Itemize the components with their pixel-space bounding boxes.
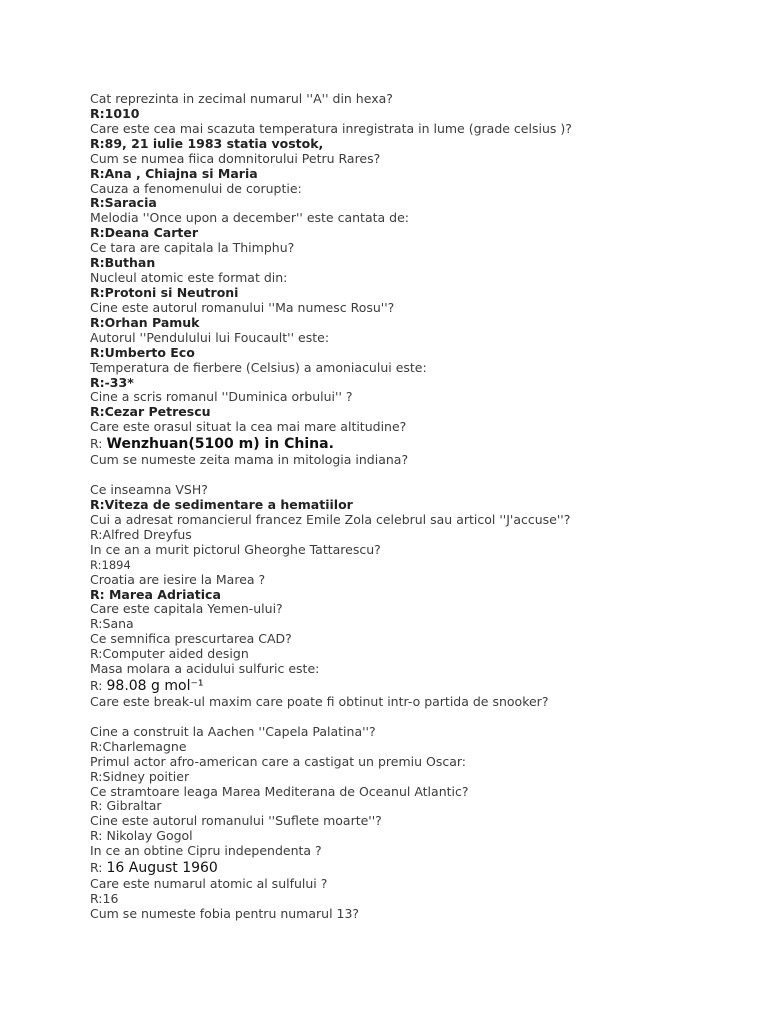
answer-line: R:89, 21 iulie 1983 statia vostok, <box>90 135 324 151</box>
text-line: Care este numarul atomic al sulfului ? <box>90 876 328 892</box>
blank-line <box>90 710 750 725</box>
answer-line: R:Protoni si Neutroni <box>90 284 239 300</box>
text-line: Cine este autorul romanului ''Ma numesc Rosu''? <box>90 299 395 315</box>
text-line: Cauza a fenomenului de coruptie: <box>90 180 302 196</box>
text-line: R:Charlemagne <box>90 738 187 754</box>
text-line: Care este orasul situat la cea mai mare altitudine? <box>90 419 407 435</box>
text-line: R: Nikolay Gogol <box>90 828 193 844</box>
blank-line <box>90 468 750 483</box>
text-line: R:Alfred Dreyfus <box>90 526 192 542</box>
text-line: Ce tara are capitala la Thimphu? <box>90 240 295 256</box>
answer-value: 16 August 1960 <box>106 860 218 877</box>
answer-line: R:Deana Carter <box>90 225 198 241</box>
text-line: Nucleul atomic este format din: <box>90 270 288 286</box>
text-line: Croatia are iesire la Marea ? <box>90 571 266 587</box>
text-line: Cine a construit la Aachen ''Capela Palatina''? <box>90 723 376 739</box>
qa-list <box>90 92 750 922</box>
answer-value: Wenzhuan(5100 m) in China. <box>106 436 334 453</box>
text-line: Ce inseamna VSH? <box>90 482 208 498</box>
answer-line: R:Saracia <box>90 195 157 211</box>
answer-line: R:1894 <box>90 557 131 572</box>
text-line: Ce semnifica prescurtarea CAD? <box>90 631 292 647</box>
text-line: Masa molara a acidului sulfuric este: <box>90 661 320 677</box>
answer-line <box>90 677 750 695</box>
text-line: R:Sidney poitier <box>90 768 190 784</box>
text-line: In ce an a murit pictorul Gheorghe Tattarescu? <box>90 541 381 557</box>
text-line: Primul actor afro-american care a castigat un premiu Oscar: <box>90 753 467 769</box>
answer-line: R:Ana , Chiajna si Maria <box>90 165 258 181</box>
text-line: Cat reprezinta in zecimal numarul ''A'' din hexa? <box>90 91 393 106</box>
text-line: Care este capitala Yemen-ului? <box>90 601 283 617</box>
answer-line <box>90 435 750 453</box>
answer-line: R:-33* <box>90 374 134 390</box>
text-line: Cui a adresat romancierul francez Emile Zola celebrul sau articol ''J'accuse''? <box>90 511 571 527</box>
text-line: Melodia ''Once upon a december'' este cantata de: <box>90 210 409 226</box>
answer-line: R:1010 <box>90 105 140 121</box>
answer-prefix: R: <box>90 436 107 452</box>
text-line: Autorul ''Pendulului lui Foucault'' este: <box>90 329 330 345</box>
answer-line: R:Umberto Eco <box>90 344 195 360</box>
text-line: R:16 <box>90 891 119 907</box>
text-line: Cum se numea fiica domnitorului Petru Rares? <box>90 150 381 166</box>
text-line: Cine este autorul romanului ''Suflete moarte''? <box>90 813 382 829</box>
text-line: R: Gibraltar <box>90 798 162 814</box>
text-line: Cum se numeste zeita mama in mitologia indiana? <box>90 452 409 468</box>
answer-line: R: Marea Adriatica <box>90 586 221 602</box>
answer-line: R:Buthan <box>90 255 156 271</box>
answer-line: R:Orhan Pamuk <box>90 314 200 330</box>
text-line: Temperatura de fierbere (Celsius) a amoniacului este: <box>90 359 427 375</box>
answer-value: 98.08 g mol⁻¹ <box>106 678 204 695</box>
text-line: R:Sana <box>90 616 134 632</box>
text-line: Cum se numeste fobia pentru numarul 13? <box>90 906 360 922</box>
text-line: Cine a scris romanul ''Duminica orbului'' ? <box>90 389 353 405</box>
answer-line: R:Cezar Petrescu <box>90 404 211 420</box>
text-line: R:Computer aided design <box>90 646 249 662</box>
answer-line: R:Viteza de sedimentare a hematiilor <box>90 496 353 512</box>
answer-prefix: R: <box>90 860 107 876</box>
text-line: Care este break-ul maxim care poate fi obtinut intr-o partida de snooker? <box>90 694 549 710</box>
answer-prefix: R: <box>90 678 107 694</box>
text-line: Ce stramtoare leaga Marea Mediterana de Oceanul Atlantic? <box>90 783 469 799</box>
text-line: Care este cea mai scazuta temperatura inregistrata in lume (grade celsius )? <box>90 120 572 136</box>
text-line: In ce an obtine Cipru independenta ? <box>90 843 322 859</box>
answer-line <box>90 859 750 877</box>
